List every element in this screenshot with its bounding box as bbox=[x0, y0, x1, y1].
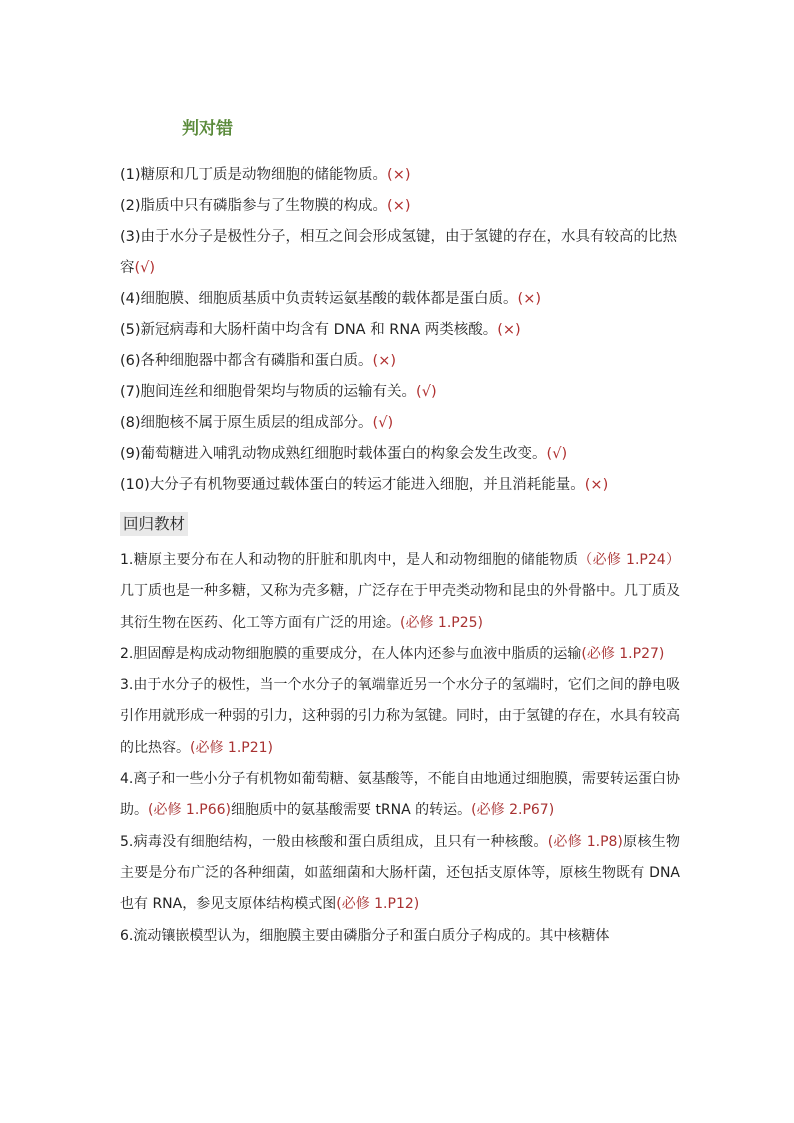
question-text: (8)细胞核不属于原生质层的组成部分。 bbox=[120, 415, 373, 431]
textbook-reference: (必修 1.P25) bbox=[400, 614, 483, 631]
true-false-list bbox=[120, 160, 690, 501]
question-text: (5)新冠病毒和大肠杆菌中均含有 DNA 和 RNA 两类核酸。 bbox=[120, 322, 498, 338]
review-text: 2.胆固醇是构成动物细胞膜的重要成分，在人体内还参与血液中脂质的运输 bbox=[120, 645, 582, 662]
question-text: (1)糖原和几丁质是动物细胞的储能物质。 bbox=[120, 167, 388, 183]
page-title: 判对错 bbox=[182, 119, 233, 139]
review-item-5 bbox=[120, 827, 680, 921]
textbook-reference: (必修 2.P67) bbox=[471, 802, 555, 819]
question-2 bbox=[120, 191, 690, 222]
section-heading: 回归教材 bbox=[120, 512, 188, 536]
review-text: 3.由于水分子的极性，当一个水分子的氧端靠近另一个水分子的氢端时，它们之间的静电吸引作用就形成一种弱的引力，这种弱的引力称为氢键。同时，由于氢键的存在，水具有较高的比热容。 bbox=[120, 677, 680, 756]
question-text: (9)葡萄糖进入哺乳动物成熟红细胞时载体蛋白的构象会发生改变。 bbox=[120, 446, 547, 462]
question-5 bbox=[120, 315, 690, 346]
answer-mark: (×) bbox=[372, 353, 397, 369]
review-text: 1.糖原主要分布在人和动物的肝脏和肌肉中，是人和动物细胞的储能物质 bbox=[120, 552, 579, 568]
answer-mark: (×) bbox=[387, 167, 411, 183]
textbook-reference: （必修 1.P24） bbox=[578, 552, 680, 568]
question-text: (3)由于水分子是极性分子，相互之间会形成氢键，由于氢键的存在，水具有较高的比热容 bbox=[120, 229, 678, 276]
textbook-reference: (必修 1.P8) bbox=[547, 833, 623, 850]
answer-mark: (×) bbox=[584, 477, 609, 493]
question-text: (10)大分子有机物要通过载体蛋白的转运才能进入细胞，并且消耗能量。 bbox=[120, 477, 585, 493]
question-text: (7)胞间连丝和细胞骨架均与物质的运输有关。 bbox=[120, 384, 417, 400]
answer-mark: (×) bbox=[497, 322, 521, 338]
answer-mark: (√) bbox=[134, 260, 156, 276]
question-3 bbox=[120, 222, 690, 284]
review-text: 5.病毒没有细胞结构，一般由核酸和蛋白质组成，且只有一种核酸。 bbox=[120, 833, 548, 850]
question-1 bbox=[120, 160, 690, 191]
question-8 bbox=[120, 408, 690, 439]
review-item-3 bbox=[120, 670, 680, 764]
review-text: 6.流动镶嵌模型认为，细胞膜主要由磷脂分子和蛋白质分子构成的。其中核糖体 bbox=[120, 927, 610, 944]
review-item-4 bbox=[120, 764, 680, 827]
textbook-reference: (必修 1.P21) bbox=[190, 739, 273, 756]
review-text: 4.离子和一些小分子有机物如葡萄糖、氨基酸等，不能自由地通过细胞膜，需要转运蛋白协助。 bbox=[120, 771, 680, 819]
review-text: 细胞质中的氨基酸需要 tRNA 的转运。 bbox=[231, 802, 472, 819]
question-9 bbox=[120, 439, 690, 470]
question-text: (2)脂质中只有磷脂参与了生物膜的构成。 bbox=[120, 198, 388, 214]
review-text: 原核生物主要是分布广泛的各种细菌，如蓝细菌和大肠杆菌，还包括支原体等，原核生物既有 DNA 也有 RNA，参见支原体结构模式图 bbox=[120, 833, 681, 913]
review-item-2 bbox=[120, 639, 680, 670]
textbook-review-list bbox=[120, 545, 680, 952]
question-text: (4)细胞膜、细胞质基质中负责转运氨基酸的载体都是蛋白质。 bbox=[120, 291, 518, 307]
answer-mark: (×) bbox=[387, 198, 411, 214]
review-text: 几丁质也是一种多糖，又称为壳多糖，广泛存在于甲壳类动物和昆虫的外骨骼中。几丁质及其衍生物在医药、化工等方面有广泛的用途。 bbox=[120, 583, 680, 631]
textbook-reference: (必修 1.P66) bbox=[148, 802, 231, 819]
answer-mark: (√) bbox=[372, 415, 394, 431]
question-10 bbox=[120, 470, 690, 501]
answer-mark: (√) bbox=[546, 446, 568, 462]
question-4 bbox=[120, 284, 690, 315]
textbook-reference: (必修 1.P27) bbox=[581, 645, 665, 662]
question-7 bbox=[120, 377, 690, 408]
answer-mark: (×) bbox=[517, 291, 542, 307]
textbook-reference: (必修 1.P12) bbox=[336, 896, 420, 913]
question-text: (6)各种细胞器中都含有磷脂和蛋白质。 bbox=[120, 353, 373, 369]
review-item-1 bbox=[120, 545, 680, 639]
answer-mark: (√) bbox=[416, 384, 437, 400]
question-6 bbox=[120, 346, 690, 377]
review-item-6 bbox=[120, 921, 680, 952]
